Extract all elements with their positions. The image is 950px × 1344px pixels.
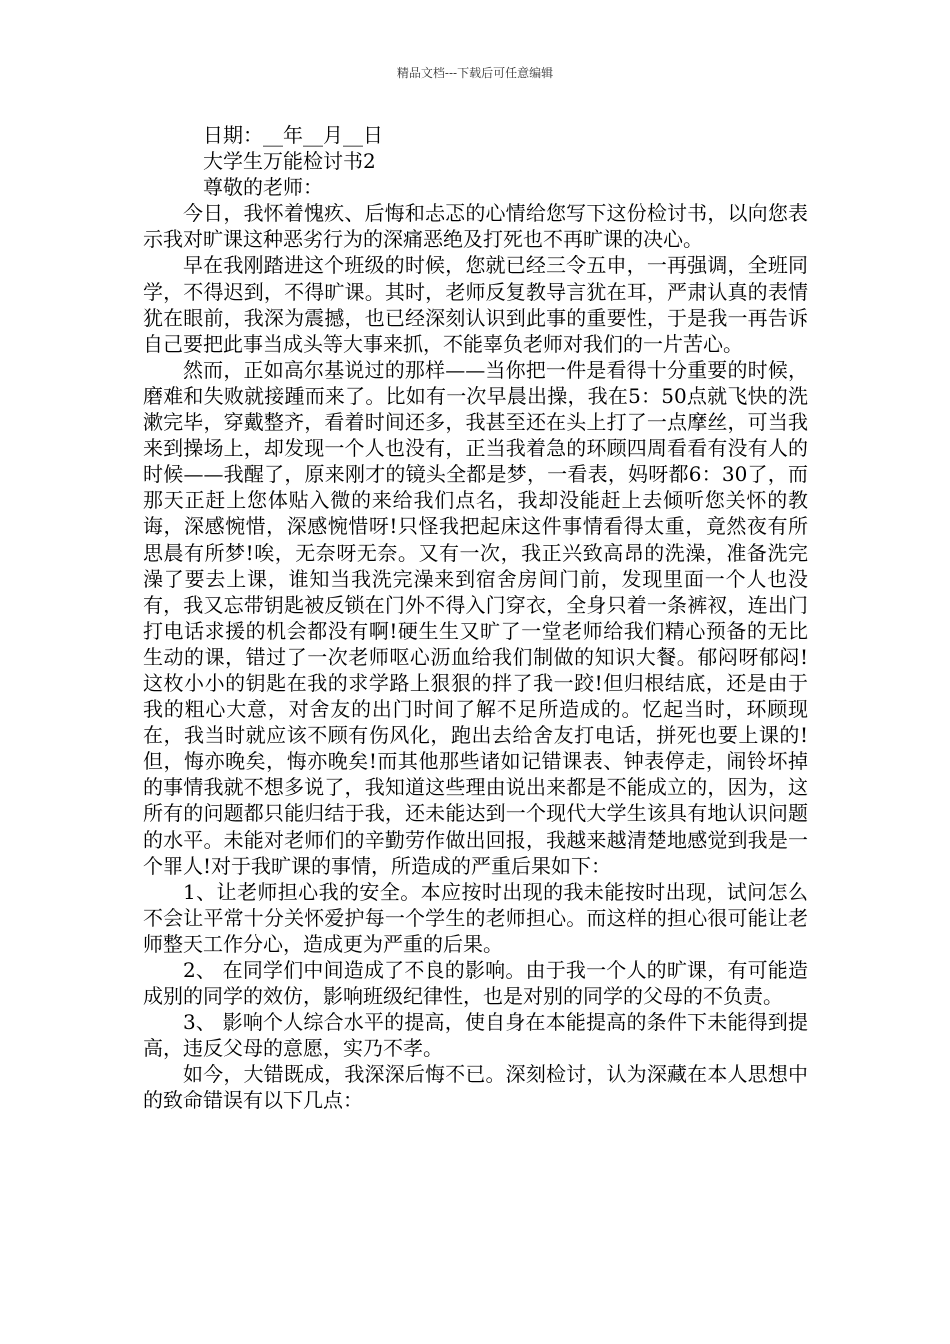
paragraph-incidents: 然而，正如高尔基说过的那样——当你把一件是看得十分重要的时候，磨难和失败就接踵而来了。比如有一次早晨出操，我在5：50点就飞快的洗漱完毕，穿戴整齐，看着时间还多，我甚至还在头上打了一点摩丝，可当我来到操场上，却发现一个人也没有，正当我着急的环顾四周看看有没有人的时候——我醒了，原来刚才的镜头全都是梦，一看表，妈呀都6：30了，而那天正赶上您体贴入微的来给我们点名，我却没能赶上去倾听您关怀的教诲，深感惋惜，深感惋惜呀!只怪我把起床这件事情看得太重，竟然夜有所思晨有所梦!唉，无奈呀无奈。又有一次，我正兴致高昂的洗澡，准备洗完澡了要去上课，谁知当我洗完澡来到宿舍房间门前，发现里面一个人也没有，我又忘带钥匙被反锁在门外不得入门穿衣，全身只着一条裤衩，连出门打电话求援的机会都没有啊!硬生生又旷了一堂老师给我们精心预备的无比生动的课，错过了一次老师呕心沥血给我们制做的知识大餐。郁闷呀郁闷!这枚小小的钥匙在我的求学路上狠狠的拌了我一跤!但归根结底，还是由于我的粗心大意，对舍友的出门时间了解不足所造成的。忆起当时，环顾现在，我当时就应该不顾有伤风化，跑出去给舍友打电话，拼死也要上课的!但，悔亦晚矣，悔亦晚矣!而其他那些诸如记错课表、钟表停走，闹铃坏掉的事情我就不想多说了，我知道这些理由说出来都是不能成立的，因为，这所有的问题都只能归结于我，还未能达到一个现代大学生该具有地认识问题的水平。未能对老师们的辛勤劳作做出回报，我越来越清楚地感觉到我是一个罪人!对于我旷课的事情，所造成的严重后果如下： [143, 357, 808, 878]
paragraph-intro: 今日，我怀着愧疚、后悔和忐忑的心情给您写下这份检讨书，以向您表示我对旷课这种恶劣行为的深痛恶绝及打死也不再旷课的决心。 [143, 201, 808, 252]
document-title: 大学生万能检讨书2 [203, 149, 376, 174]
list-item-consequence-1: 1、让老师担心我的安全。本应按时出现的我未能按时出现，试问怎么不会让平常十分关怀爱护每一个学生的老师担心。而这样的担心很可能让老师整天工作分心，造成更为严重的后果。 [143, 879, 808, 956]
list-item-consequence-2: 2、 在同学们中间造成了不良的影响。由于我一个人的旷课，有可能造成别的同学的效仿，影响班级纪律性，也是对别的同学的父母的不负责。 [143, 958, 808, 1009]
date-line: 日期：__年__月__日 [203, 123, 383, 147]
document-body [143, 122, 808, 1114]
paragraph-reflection: 如今，大错既成，我深深后悔不已。深刻检讨，认为深藏在本人思想中的致命错误有以下几点： [143, 1062, 808, 1113]
salutation: 尊敬的老师： [203, 175, 323, 200]
page-header-watermark: 精品文档---下载后可任意编辑 [396, 66, 554, 80]
list-item-consequence-3: 3、 影响个人综合水平的提高，使自身在本能提高的条件下未能得到提高，违反父母的意愿，实乃不孝。 [143, 1010, 808, 1061]
paragraph-background: 早在我刚踏进这个班级的时候，您就已经三令五申，一再强调，全班同学，不得迟到，不得旷课。其时，老师反复教导言犹在耳，严肃认真的表情犹在眼前，我深为震撼，也已经深刻认识到此事的重要性，于是我一再告诉自己要把此事当成头等大事来抓，不能辜负老师对我们的一片苦心。 [143, 253, 808, 356]
